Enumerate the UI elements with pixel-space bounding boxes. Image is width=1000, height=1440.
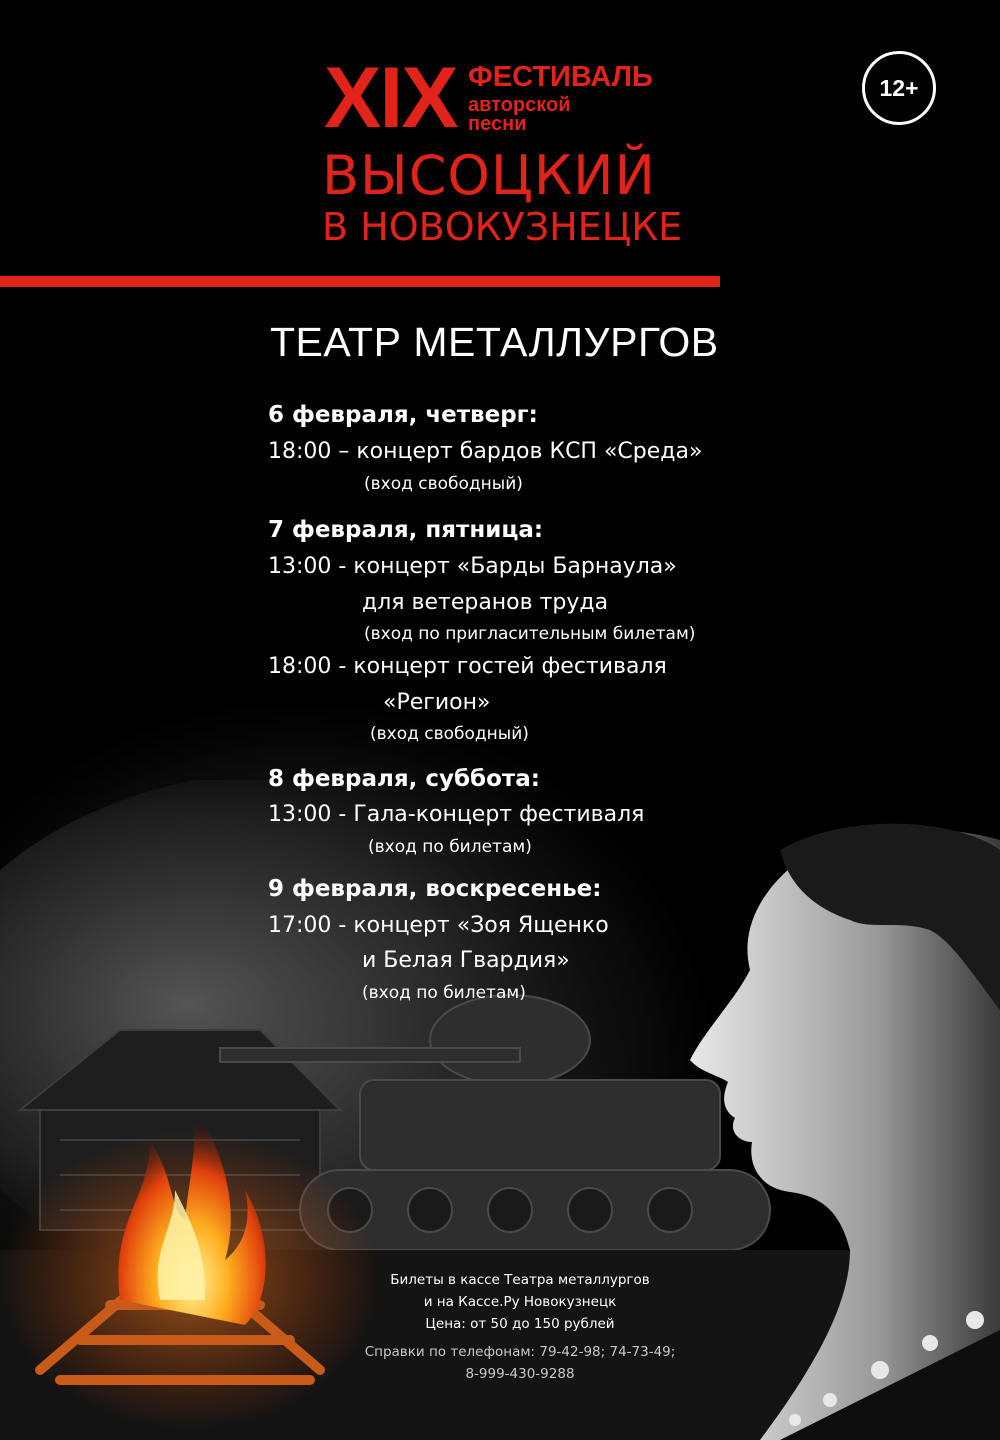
schedule-day-2-event-1-note: (вход по пригласительным билетам) <box>364 624 696 644</box>
schedule-day-1-event-1: 18:00 – концерт бардов КСП «Среда» <box>268 439 703 464</box>
schedule-day-3-date: 8 февраля, суббота: <box>268 766 540 792</box>
schedule-day-4-event-1-note: (вход по билетам) <box>362 983 526 1003</box>
footer-phones: Справки по телефонам: 79-42-98; 74-73-49; <box>364 1344 676 1360</box>
schedule-day-4-date: 9 февраля, воскресенье: <box>268 876 602 902</box>
footer-tickets-line-2: и на Кассе.Ру Новокузнецк <box>423 1294 617 1310</box>
venue-title: ТЕАТР МЕТАЛЛУРГОВ <box>270 319 719 365</box>
schedule-day-2-event-2-note: (вход свободный) <box>370 724 529 744</box>
schedule-day-4-event-1: 17:00 - концерт «Зоя Ященко <box>268 913 609 938</box>
header-divider <box>0 276 720 287</box>
schedule-day-3-event-1: 13:00 - Гала-концерт фестиваля <box>268 802 645 827</box>
schedule-day-3-event-1-note: (вход по билетам) <box>368 837 532 857</box>
schedule-day-2-date: 7 февраля, пятница: <box>268 517 544 543</box>
schedule-day-2-event-1: 13:00 - концерт «Барды Барнаула» <box>268 554 677 579</box>
schedule-day-1-date: 6 февраля, четверг: <box>268 402 538 428</box>
schedule-day-2-event-2: 18:00 - концерт гостей фестиваля <box>268 654 667 679</box>
schedule-day-4-event-1-line-2: и Белая Гвардия» <box>362 948 570 973</box>
festival-subtitle-line-1: авторской <box>468 94 571 116</box>
festival-title-city: В НОВОКУЗНЕЦКЕ <box>322 205 683 249</box>
schedule-day-2-event-2-line-2: «Регион» <box>383 690 491 715</box>
age-rating-badge: 12+ <box>862 51 936 125</box>
festival-subtitle-line-2: песни <box>468 113 527 135</box>
footer-phone-mobile: 8-999-430-9288 <box>465 1366 575 1382</box>
footer-tickets-line-1: Билеты в кассе Театра металлургов <box>390 1272 650 1288</box>
festival-title: ВЫСОЦКИЙ <box>322 144 656 207</box>
footer-price: Цена: от 50 до 150 рублей <box>425 1316 615 1332</box>
festival-label: ФЕСТИВАЛЬ <box>468 61 653 93</box>
schedule-day-1-event-1-note: (вход свободный) <box>364 474 523 494</box>
schedule-day-2-event-1-line-2: для ветеранов труда <box>362 590 609 615</box>
festival-edition-numeral: XIX <box>324 50 457 146</box>
